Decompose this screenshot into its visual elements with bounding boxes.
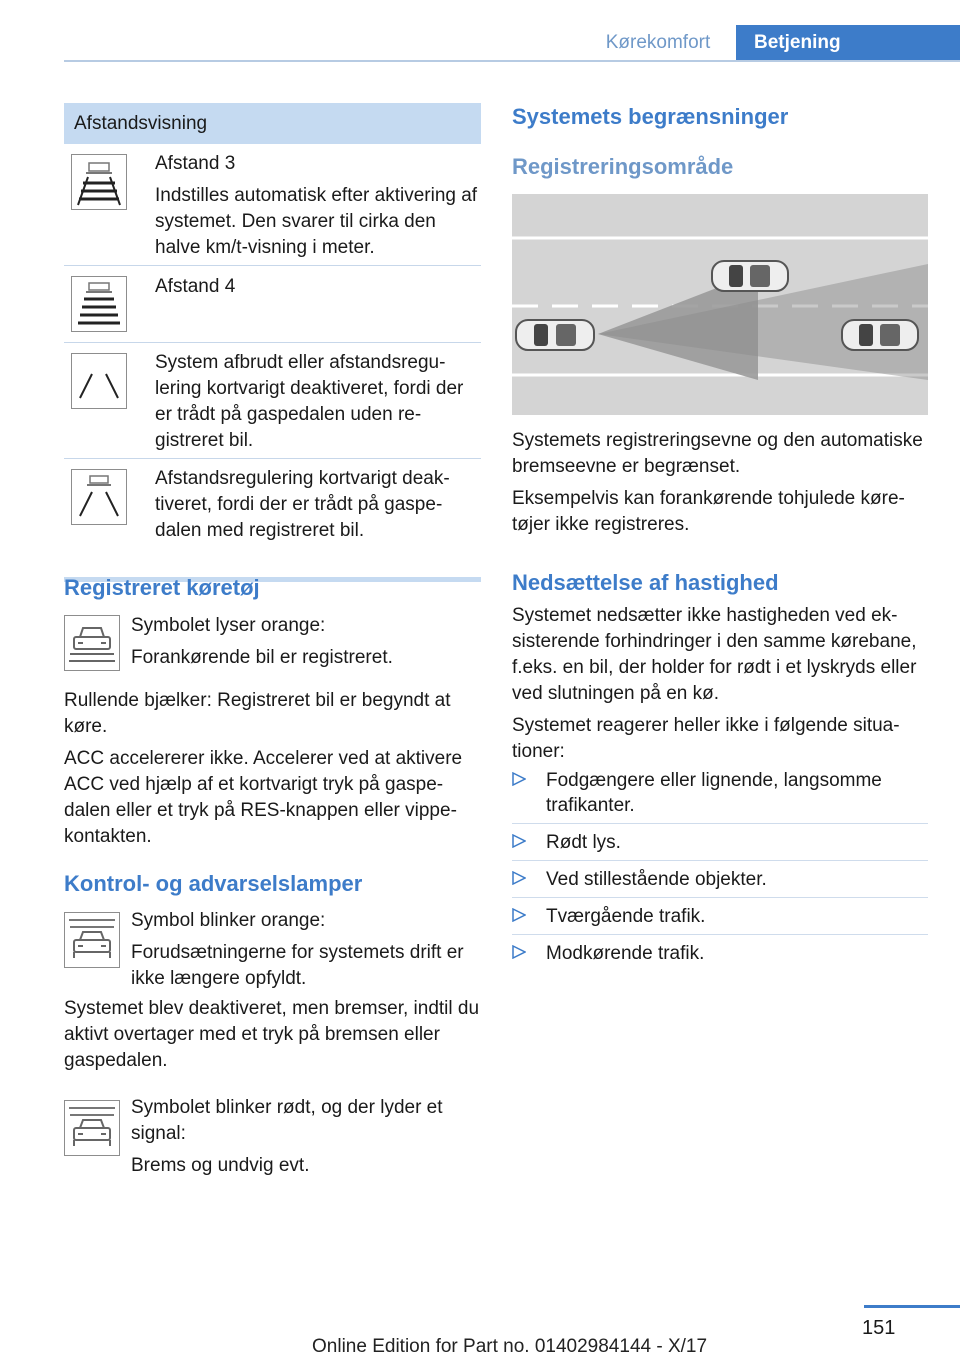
own-car-icon bbox=[516, 320, 594, 350]
row-description: System afbrudt eller afstandsregulering kortvarigt deaktiveret, fordi der er trådt på gaspedalen uden registreret bil. bbox=[155, 352, 464, 451]
bullet-triangle-icon bbox=[512, 945, 526, 959]
speed-reduction-heading: Nedsættelse af hastighed bbox=[512, 570, 779, 595]
list-item-text: Rødt lys. bbox=[546, 832, 621, 853]
paragraph: Systemet nedsætter ikke hastigheden ved eksisterende forhindringer i den samme kørebane, f.eks. en bil, der holder for rødt i et lyskryds eller ved slutningen på en kø. bbox=[512, 605, 917, 704]
list-item bbox=[512, 860, 928, 897]
situations-list bbox=[512, 762, 928, 971]
table-row bbox=[64, 144, 481, 266]
list-item-text: Tværgående trafik. bbox=[546, 906, 706, 927]
row-description: Indstilles automatisk efter aktivering af systemet. Den svarer til cirka den halve km/t-visning i meter. bbox=[155, 185, 478, 258]
limits-heading: Systemets begrænsninger bbox=[512, 104, 789, 129]
header-rule bbox=[64, 60, 960, 62]
list-item bbox=[512, 823, 928, 860]
symbol-state: Symbolet blinker rødt, og der lyder et signal: bbox=[131, 1097, 443, 1144]
distance-display-table bbox=[64, 103, 481, 582]
paragraph: Systemet blev deaktiveret, men bremser, indtil du aktivt overtager med et tryk på bremsen eller gaspedalen. bbox=[64, 998, 480, 1071]
table-row bbox=[64, 343, 481, 459]
interrupted-no-vehicle-icon bbox=[71, 353, 127, 409]
list-item bbox=[512, 897, 928, 934]
warning-lamps-heading: Kontrol- og advarselslamper bbox=[64, 871, 363, 896]
bullet-triangle-icon bbox=[512, 834, 526, 848]
distance-4-icon bbox=[71, 276, 127, 332]
detection-range-heading: Registreringsområde bbox=[512, 154, 734, 179]
vehicle-ahead-lane-icon bbox=[712, 261, 788, 291]
footer-rule bbox=[864, 1305, 960, 1308]
header-chapter-tab[interactable]: Betjening bbox=[736, 25, 960, 62]
paragraph: Systemet reagerer heller ikke i følgende situationer: bbox=[512, 715, 900, 762]
paragraph: ACC accelererer ikke. Accelerer ved at aktivere ACC ved hjælp af et kortvarigt tryk på gaspedalen eller et tryk på RES-knappen eller vippekontakten. bbox=[64, 748, 463, 847]
paragraph: Eksempelvis kan forankørende tohjulede køretøjer ikke registreres. bbox=[512, 488, 905, 535]
row-description: Afstandsregulering kortvarigt deaktiveret, fordi der er trådt på gaspedalen med registreret bil. bbox=[155, 468, 450, 541]
paragraph: Systemets registreringsevne og den automatiske bremseevne er begrænset. bbox=[512, 430, 923, 477]
list-item-text: Ved stillestående objekter. bbox=[546, 869, 767, 890]
symbol-state: Symbolet lyser orange: bbox=[131, 615, 326, 636]
vehicle-warning-red-icon bbox=[64, 1100, 120, 1156]
vehicle-ahead-icon bbox=[842, 320, 918, 350]
edition-note: Online Edition for Part no. 01402984144 - X/17 bbox=[312, 1336, 708, 1357]
list-item-text: Fodgængere eller lignende, langsomme trafikanter. bbox=[546, 770, 882, 816]
interrupted-vehicle-icon bbox=[71, 469, 127, 525]
registered-vehicle-heading: Registreret køretøj bbox=[64, 575, 260, 600]
symbol-meaning: Forankørende bil er registreret. bbox=[131, 647, 393, 668]
distance-3-icon bbox=[71, 154, 127, 210]
table-row bbox=[64, 459, 481, 549]
vehicle-warning-orange-icon bbox=[64, 912, 120, 968]
paragraph: Rullende bjælker: Registreret bil er begyndt at køre. bbox=[64, 690, 451, 737]
symbol-meaning: Forudsætningerne for systemets drift er ikke længere opfyldt. bbox=[131, 942, 464, 989]
bullet-triangle-icon bbox=[512, 871, 526, 885]
page-number: 151 bbox=[862, 1317, 896, 1339]
header-section-tab[interactable]: Kørekomfort bbox=[605, 32, 711, 53]
table-heading: Afstandsvisning bbox=[64, 103, 481, 144]
list-item bbox=[512, 762, 928, 823]
symbol-meaning: Brems og undvig evt. bbox=[131, 1155, 310, 1176]
table-row bbox=[64, 266, 481, 343]
detection-range-illustration bbox=[512, 194, 928, 415]
row-title: Afstand 3 bbox=[155, 153, 236, 174]
bullet-triangle-icon bbox=[512, 772, 526, 786]
list-item bbox=[512, 934, 928, 971]
vehicle-detected-icon bbox=[64, 615, 120, 671]
list-item-text: Modkørende trafik. bbox=[546, 943, 705, 964]
symbol-state: Symbol blinker orange: bbox=[131, 910, 326, 931]
bullet-triangle-icon bbox=[512, 908, 526, 922]
row-title: Afstand 4 bbox=[155, 276, 236, 297]
